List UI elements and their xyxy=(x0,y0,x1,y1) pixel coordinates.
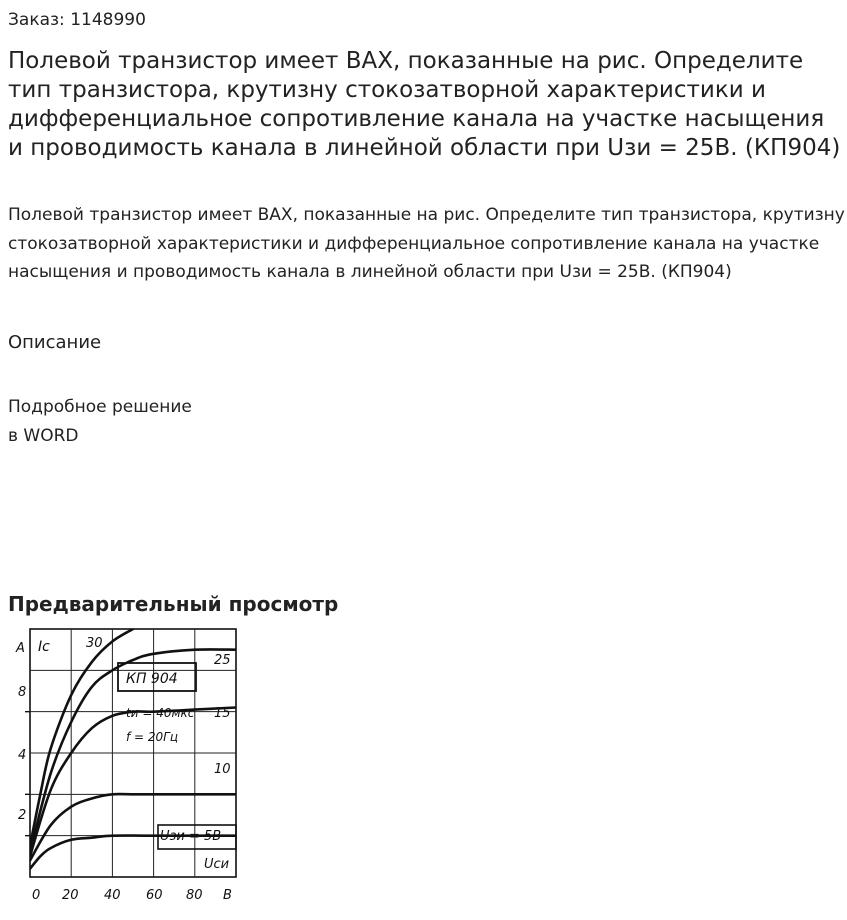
preview-image xyxy=(8,625,244,905)
drain-label: Uси xyxy=(204,857,230,872)
series-label-10: 10 xyxy=(214,762,231,777)
description-line: Подробное решение xyxy=(8,397,192,417)
vax-chart xyxy=(8,625,244,905)
x-tick-label: 60 xyxy=(146,888,163,903)
series-line-10 xyxy=(30,794,236,860)
description-label: Описание xyxy=(8,332,102,353)
pulse-label: tи = 40мкс xyxy=(126,706,195,720)
description-line: в WORD xyxy=(8,425,79,446)
series-label-30: 30 xyxy=(86,636,103,651)
x-tick-label: 80 xyxy=(186,888,203,903)
description-text xyxy=(8,393,192,450)
x-axis-unit: В xyxy=(223,888,232,903)
x-tick-label: 40 xyxy=(104,888,121,903)
x-tick-label: 0 xyxy=(32,888,41,903)
gate-label: Uзи = 5В xyxy=(160,829,222,844)
x-tick-label: 20 xyxy=(62,888,79,903)
freq-label: f = 20Гц xyxy=(126,730,179,744)
y-tick-label: 8 xyxy=(18,685,27,700)
y-tick-label: 4 xyxy=(18,748,27,763)
order-label: Заказ: xyxy=(8,10,65,30)
preview-heading: Предварительный просмотр xyxy=(8,592,339,616)
y-axis-unit: A xyxy=(16,641,25,656)
chart-boxes xyxy=(118,663,236,849)
series-label-25: 25 xyxy=(214,653,231,668)
current-label: Ic xyxy=(38,639,50,655)
device-label: КП 904 xyxy=(126,671,178,687)
y-tick-label: 2 xyxy=(18,808,27,823)
order-number: 1148990 xyxy=(70,10,146,30)
task-text: Полевой транзистор имеет ВАХ, показанные на рис. Определите тип транзистора, крутизну стокозатворной характеристики и дифференциальное сопротивление канала на участке насыщения и проводимость канала в линейной области при Uзи = 25В. (КП904) xyxy=(8,205,845,282)
order-line xyxy=(8,9,146,31)
series-label-15: 15 xyxy=(214,706,231,721)
task-title: Полевой транзистор имеет ВАХ, показанные на рис. Определите тип транзистора, крутизну стокозатворной характеристики и дифференциальное сопротивление канала на участке насыщения и проводимость канала в линейной области при Uзи = 25В. (КП904) xyxy=(8,48,841,161)
